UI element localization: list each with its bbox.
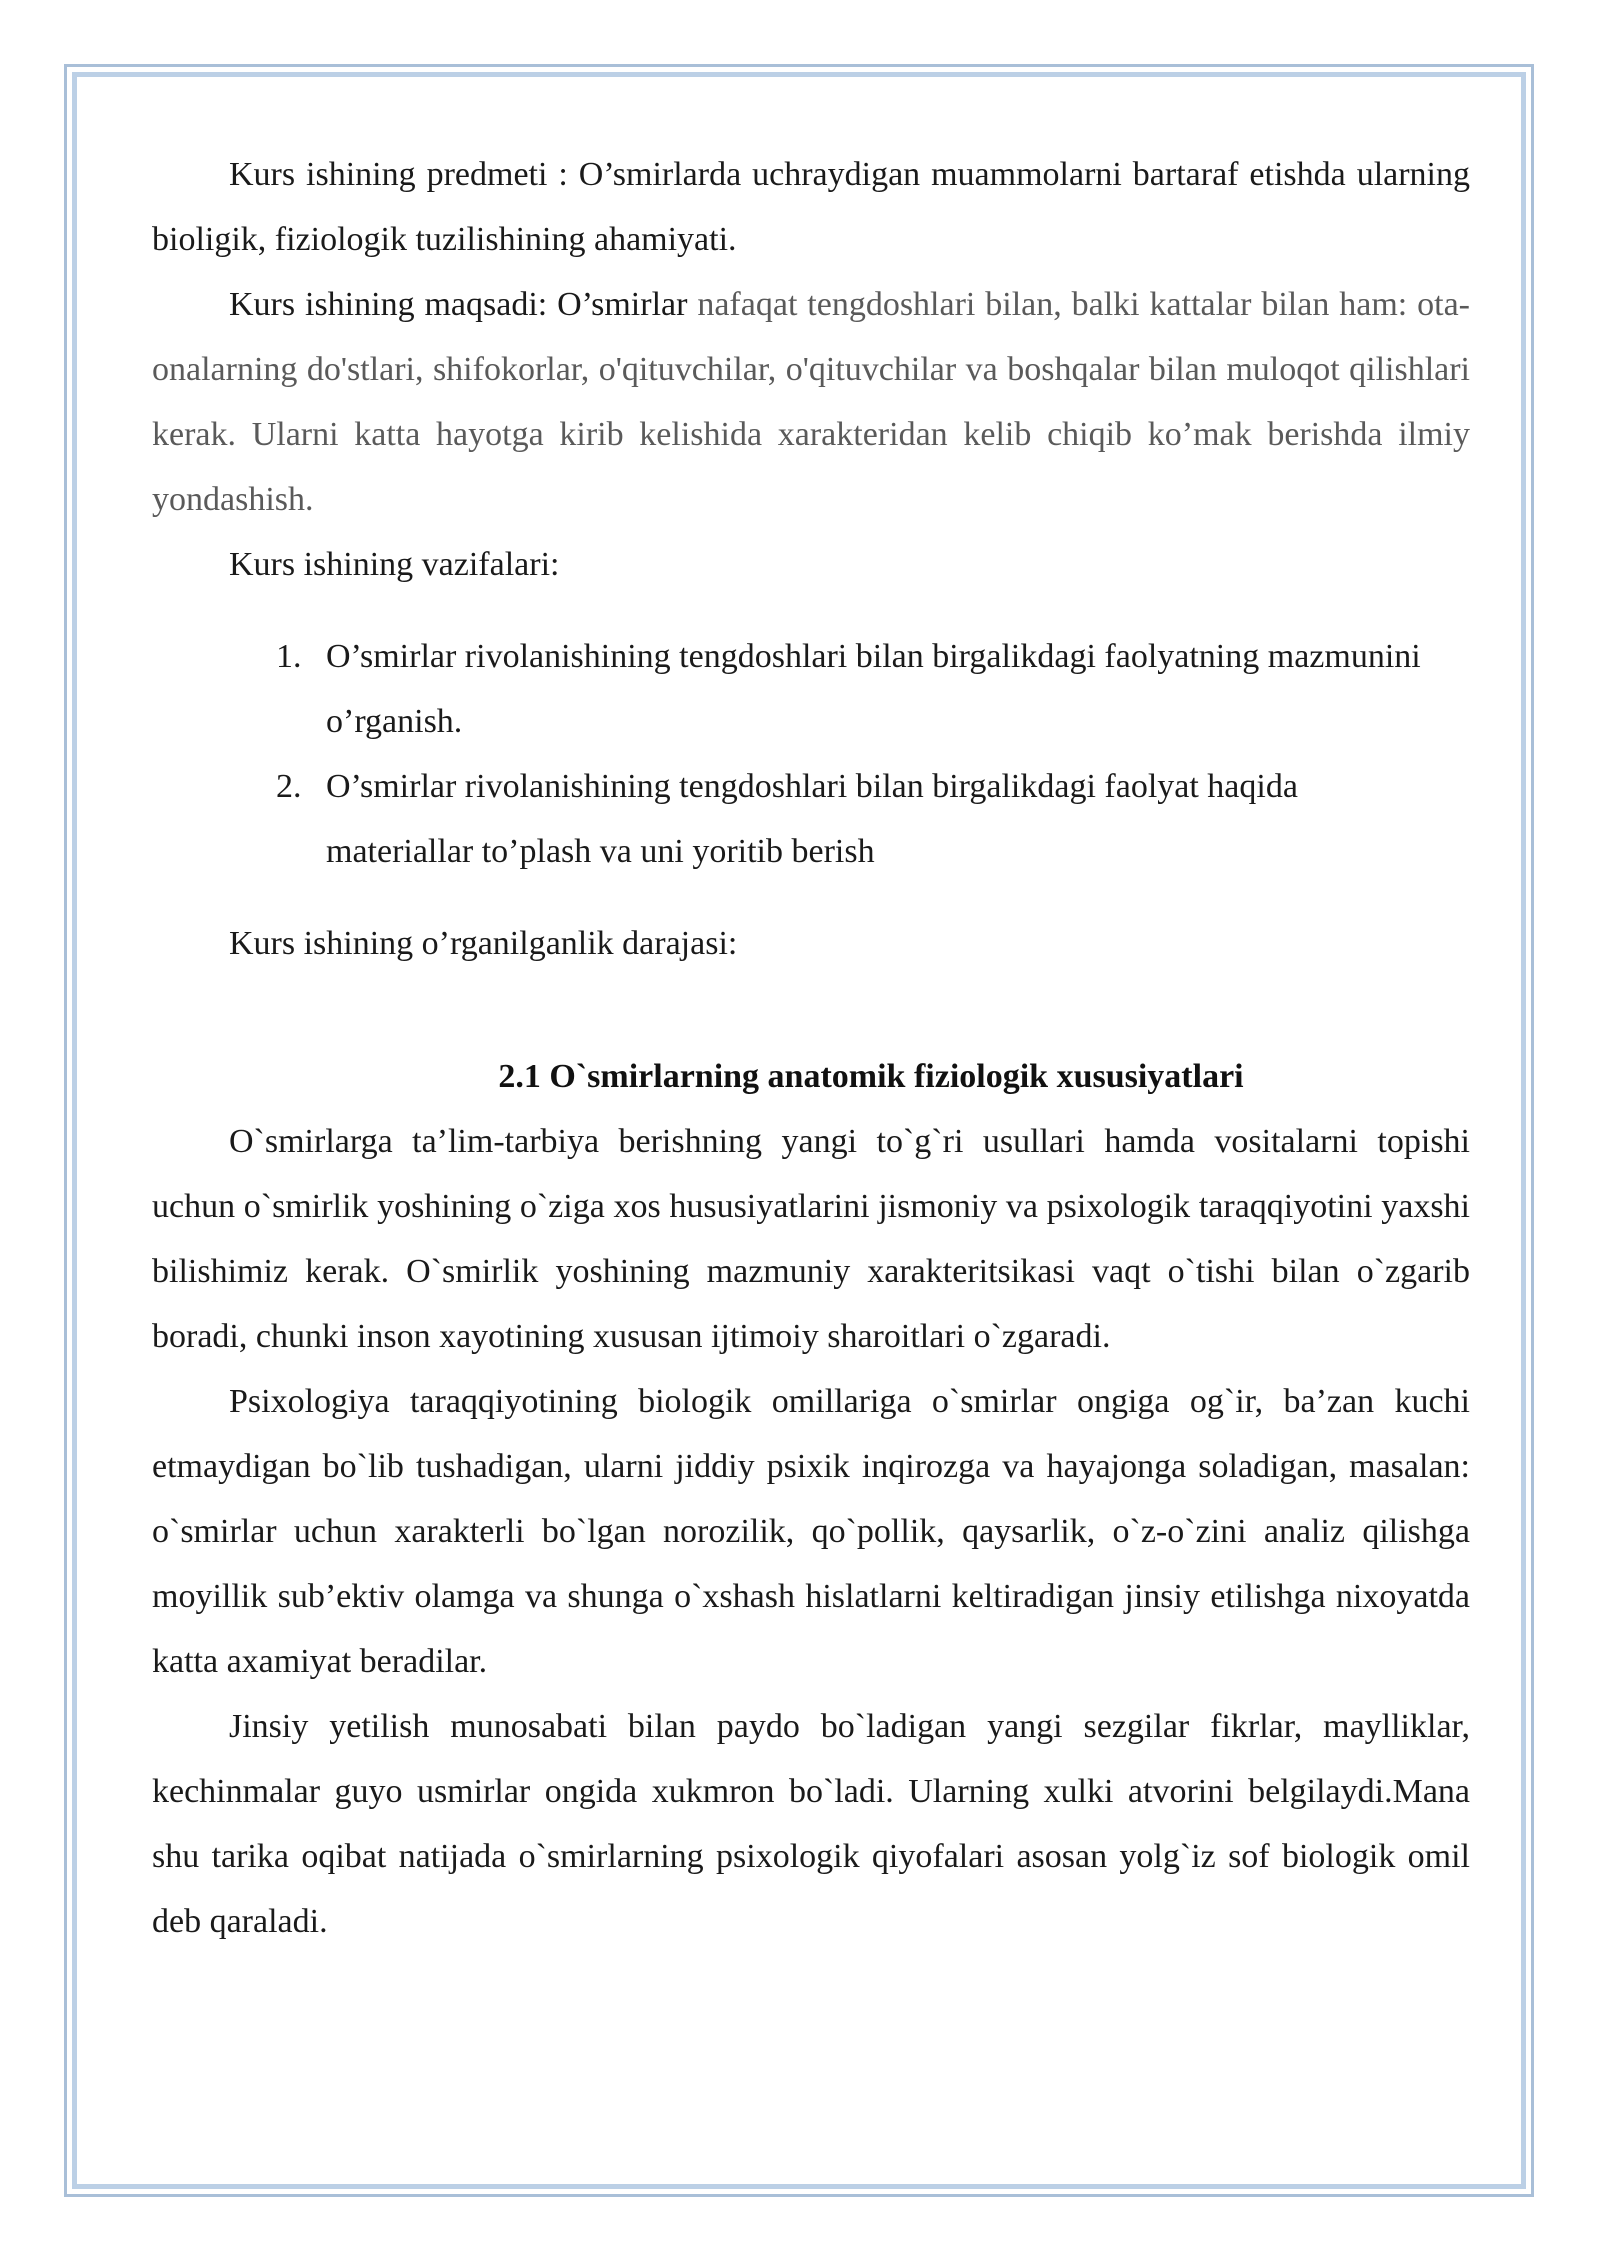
paragraph-maqsadi [152, 272, 1470, 532]
list-item [152, 624, 1470, 754]
list-item [152, 754, 1470, 884]
heading-spacer [152, 976, 1470, 1044]
document-body [152, 142, 1470, 1954]
task-list [152, 624, 1470, 884]
paragraph-organilganlik: Kurs ishining o’rganilganlik darajasi: [229, 925, 738, 962]
section-paragraph-1: O`smirlarga ta’lim-tarbiya berishning yangi to`g`ri usullari hamda vositalarni topishi uchun o`smirlik yoshining o`ziga xos hususiyatlarini jismoniy va psixologik taraqqiyotini yaxshi bilishimiz kerak. O`smirlik yoshining mazmuniy xarakteritsikasi vaqt o`tishi bilan o`zgarib boradi, chunki inson xayotining xususan ijtimoiy sharoitlari o`zgaradi. [152, 1123, 1470, 1355]
section-paragraph-3: Jinsiy yetilish munosabati bilan paydo bo`ladigan yangi sezgilar fikrlar, maylliklar, kechinmalar guyo usmirlar ongida xukmron bo`ladi. Ularning xulki atvorini belgilaydi.Mana shu tarika oqibat natijada o`smirlarning psixologik qiyofalari asosan yolg`iz sof biologik omil deb qaraladi. [152, 1708, 1470, 1940]
section-heading: 2.1 O`smirlarning anatomik fiziologik xususiyatlari [498, 1058, 1244, 1095]
list-item-text: O’smirlar rivolanishining tengdoshlari bilan birgalikdagi faolyatning mazmunini o’rganish. [326, 638, 1421, 740]
section-paragraph-2: Psixologiya taraqqiyotining biologik omillariga o`smirlar ongiga og`ir, ba’zan kuchi etmaydigan bo`lib tushadigan, ularni jiddiy psixik inqirozga va hayajonga soladigan, masalan: o`smirlar uchun xarakterli bo`lgan norozilik, qo`pollik, qaysarlik, o`z-o`zini analiz qilishga moyillik sub’ektiv olamga va shunga o`xshash hislatlarni keltiradigan jinsiy etilishga nixoyatda katta axamiyat beradilar. [152, 1383, 1470, 1680]
list-item-number: 2. [276, 768, 302, 805]
paragraph-predmeti: Kurs ishining predmeti : O’smirlarda uchraydigan muammolarni bartaraf etishda ularning bioligik, fiziologik tuzilishining ahamiyati. [152, 156, 1470, 258]
maqsadi-rest: nafaqat tengdoshlari bilan, balki kattalar bilan ham: ota-onalarning do'stlari, shifokorlar, o'qituvchilar, o'qituvchilar va boshqalar bilan muloqot qilishlari kerak. Ularni katta hayotga kirib kelishida xarakteridan kelib chiqib ko’mak berishda ilmiy yondashish. [152, 286, 1470, 518]
list-item-text: O’smirlar rivolanishining tengdoshlari bilan birgalikdagi faolyat haqida materiallar to’plash va uni yoritib berish [326, 768, 1298, 870]
paragraph-vazifalari: Kurs ishining vazifalari: [229, 546, 560, 583]
list-item-number: 1. [276, 638, 302, 675]
maqsadi-lead: Kurs ishining maqsadi: O’smirlar [229, 286, 698, 323]
